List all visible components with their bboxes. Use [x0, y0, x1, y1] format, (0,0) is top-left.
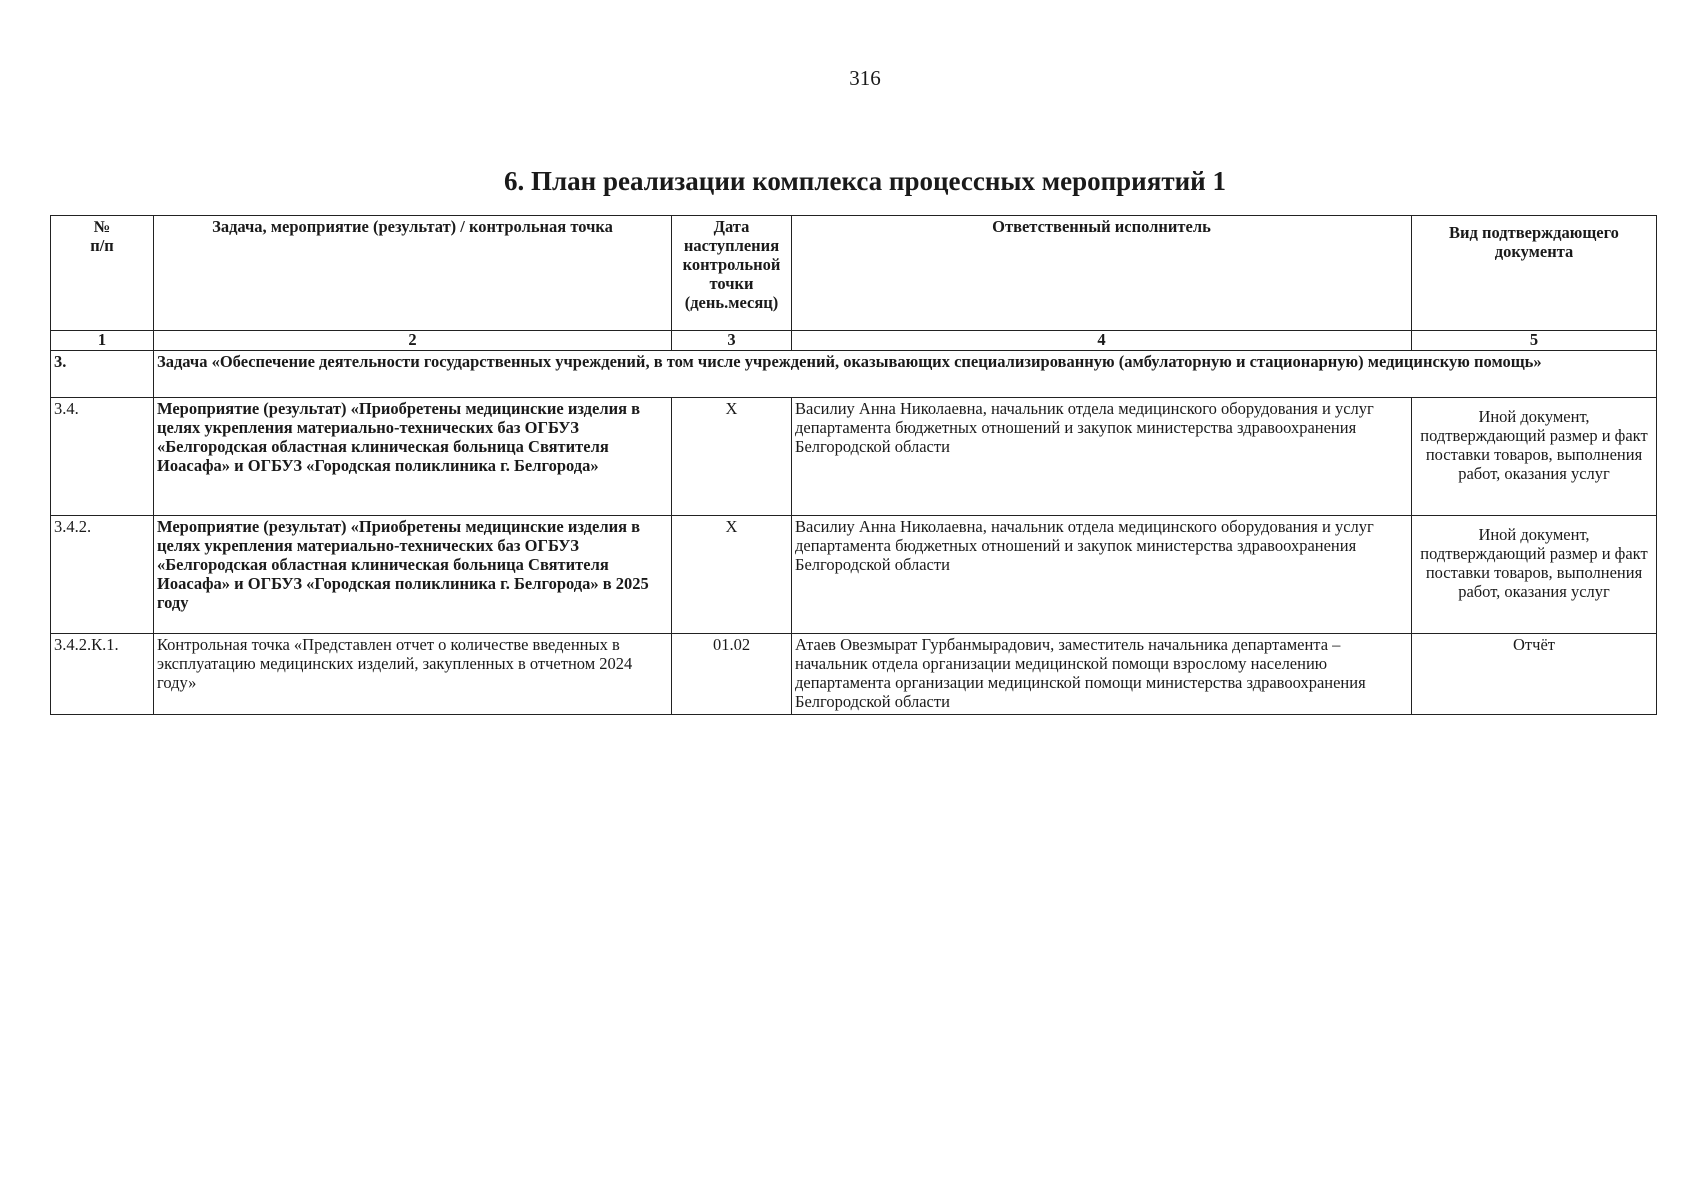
row-executor: Василиу Анна Николаевна, начальник отдела медицинского оборудования и услуг департамента бюджетных отношений и закупок министерства здравоохранения Белгородской области	[792, 515, 1412, 633]
header-num: № п/п	[51, 216, 154, 331]
table-row	[51, 515, 1657, 633]
table-row	[51, 397, 1657, 515]
table-header-row	[51, 216, 1657, 331]
column-index: 1	[51, 331, 154, 351]
row-num: 3.4.2.К.1.	[51, 633, 154, 714]
control-point-row	[51, 633, 1657, 714]
header-doc-type: Вид подтверждающего документа	[1412, 216, 1657, 331]
header-task: Задача, мероприятие (результат) / контрольная точка	[154, 216, 672, 331]
row-date: X	[672, 397, 792, 515]
column-index: 4	[792, 331, 1412, 351]
page-number: 316	[849, 66, 881, 90]
row-doc-type: Отчёт	[1412, 633, 1657, 714]
row-num: 3.4.	[51, 397, 154, 515]
column-index-row	[51, 331, 1657, 351]
row-task: Мероприятие (результат) «Приобретены медицинские изделия в целях укрепления материально-технических баз ОГБУЗ «Белгородская областная клиническая больница Святителя Иоасафа» и ОГБУЗ «Городская поликлиника г. Белгорода»	[154, 397, 672, 515]
row-task: Контрольная точка «Представлен отчет о количестве введенных в эксплуатацию медицинских изделий, закупленных в отчетном 2024 году»	[154, 633, 672, 714]
row-num: 3.4.2.	[51, 515, 154, 633]
plan-table	[50, 215, 1657, 715]
row-executor: Василиу Анна Николаевна, начальник отдела медицинского оборудования и услуг департамента бюджетных отношений и закупок министерства здравоохранения Белгородской области	[792, 397, 1412, 515]
column-index: 2	[154, 331, 672, 351]
column-index: 5	[1412, 331, 1657, 351]
document-title: 6. План реализации комплекса процессных мероприятий 1	[504, 166, 1226, 196]
row-date: 01.02	[672, 633, 792, 714]
task-row	[51, 350, 1657, 397]
row-task: Мероприятие (результат) «Приобретены медицинские изделия в целях укрепления материально-технических баз ОГБУЗ «Белгородская областная клиническая больница Святителя Иоасафа» и ОГБУЗ «Городская поликлиника г. Белгорода» в 2025 году	[154, 515, 672, 633]
task-num: 3.	[51, 350, 154, 397]
row-doc-type: Иной документ, подтверждающий размер и факт поставки товаров, выполнения работ, оказания услуг	[1412, 515, 1657, 633]
row-executor: Атаев Овезмырат Гурбанмырадович, заместитель начальника департамента – начальник отдела организации медицинской помощи взрослому населению департамента организации медицинской помощи министерства здравоохранения Белгородской области	[792, 633, 1412, 714]
task-text: Задача «Обеспечение деятельности государственных учреждений, в том числе учреждений, оказывающих специализированную (амбулаторную и стационарную) медицинскую помощь»	[154, 350, 1657, 397]
row-date: X	[672, 515, 792, 633]
header-date: Дата наступления контрольной точки (день.месяц)	[672, 216, 792, 331]
header-executor: Ответственный исполнитель	[792, 216, 1412, 331]
column-index: 3	[672, 331, 792, 351]
row-doc-type: Иной документ, подтверждающий размер и факт поставки товаров, выполнения работ, оказания услуг	[1412, 397, 1657, 515]
